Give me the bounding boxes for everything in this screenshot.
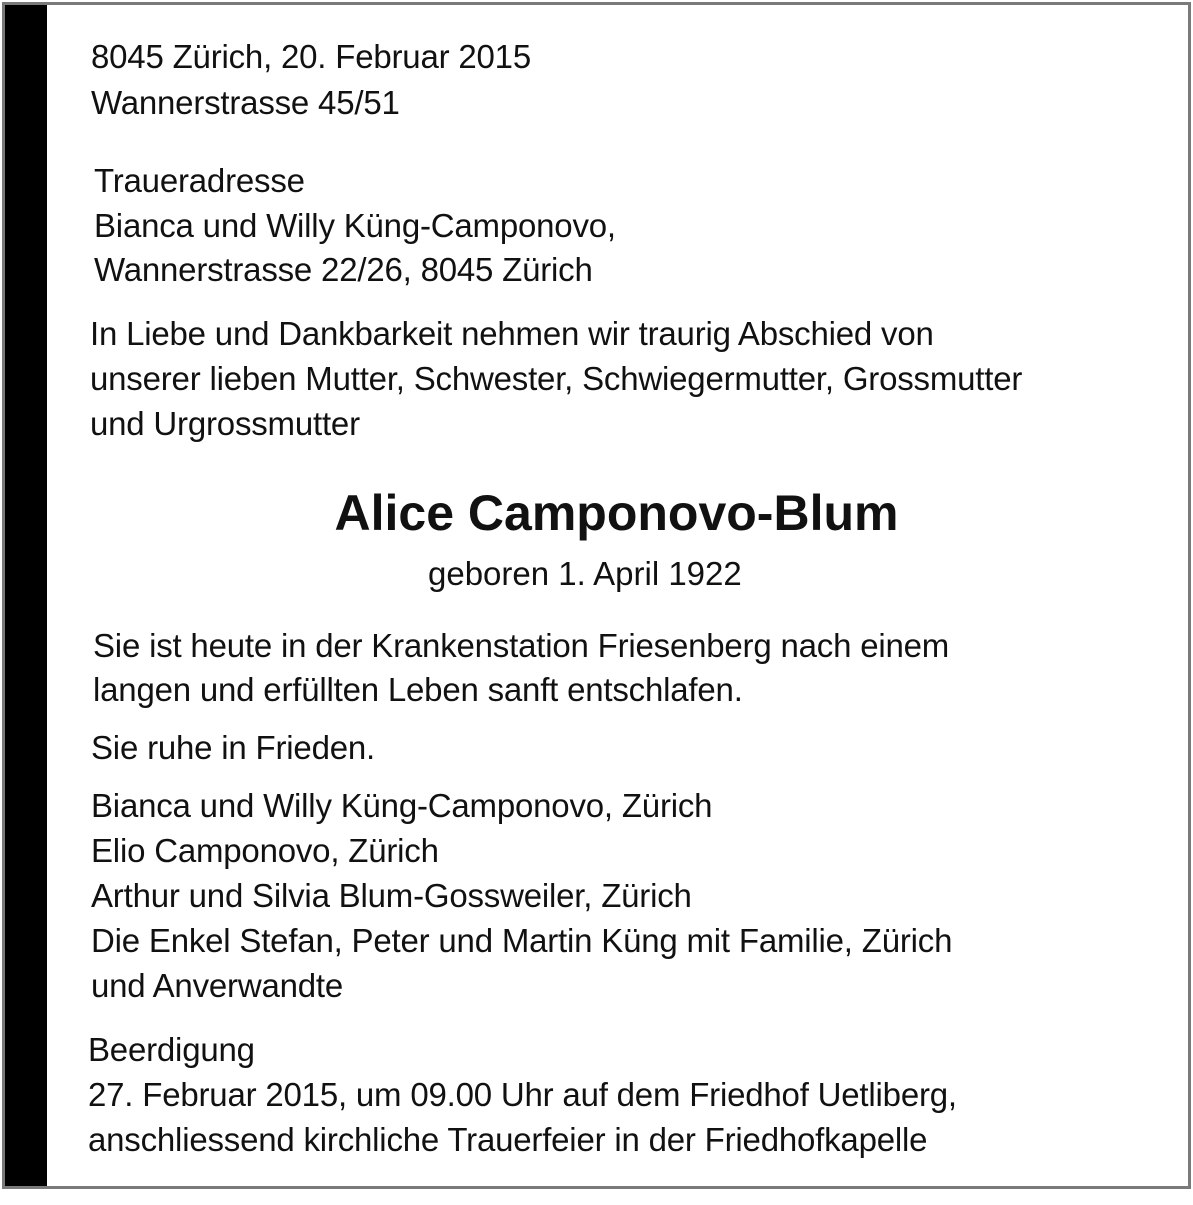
header-date-line: 8045 Zürich, 20. Februar 2015 (91, 38, 531, 75)
mourner-line: Elio Camponovo, Zürich (91, 832, 439, 869)
deceased-name: Alice Camponovo-Blum (334, 485, 899, 541)
mourning-address-street: Wannerstrasse 22/26, 8045 Zürich (94, 251, 593, 288)
funeral-detail-line: anschliessend kirchliche Trauerfeier in der Friedhofkapelle (88, 1121, 928, 1158)
funeral-detail-line: 27. Februar 2015, um 09.00 Uhr auf dem Friedhof Uetliberg, (88, 1076, 957, 1113)
mourning-address-label: Traueradresse (94, 162, 305, 199)
mourning-address-names: Bianca und Willy Küng-Camponovo, (94, 207, 616, 244)
mourning-bar (5, 5, 47, 1186)
header-address-line: Wannerstrasse 45/51 (91, 84, 400, 121)
message-line: langen und erfüllten Leben sanft entschlafen. (93, 671, 743, 708)
mourner-line: Arthur und Silvia Blum-Gossweiler, Zürich (91, 877, 692, 914)
deceased-born: geboren 1. April 1922 (428, 555, 742, 592)
message-line: Sie ist heute in der Krankenstation Friesenberg nach einem (93, 627, 950, 664)
intro-line: unserer lieben Mutter, Schwester, Schwiegermutter, Grossmutter (90, 360, 1023, 397)
funeral-label: Beerdigung (88, 1031, 255, 1068)
mourner-line: Bianca und Willy Küng-Camponovo, Zürich (91, 787, 713, 824)
mourner-line: Die Enkel Stefan, Peter und Martin Küng mit Familie, Zürich (91, 922, 953, 959)
mourner-line: und Anverwandte (91, 967, 344, 1004)
obituary-notice (2, 2, 1191, 1189)
rest-in-peace: Sie ruhe in Frieden. (91, 729, 375, 766)
intro-line: In Liebe und Dankbarkeit nehmen wir traurig Abschied von (90, 315, 934, 352)
intro-line: und Urgrossmutter (90, 405, 360, 442)
